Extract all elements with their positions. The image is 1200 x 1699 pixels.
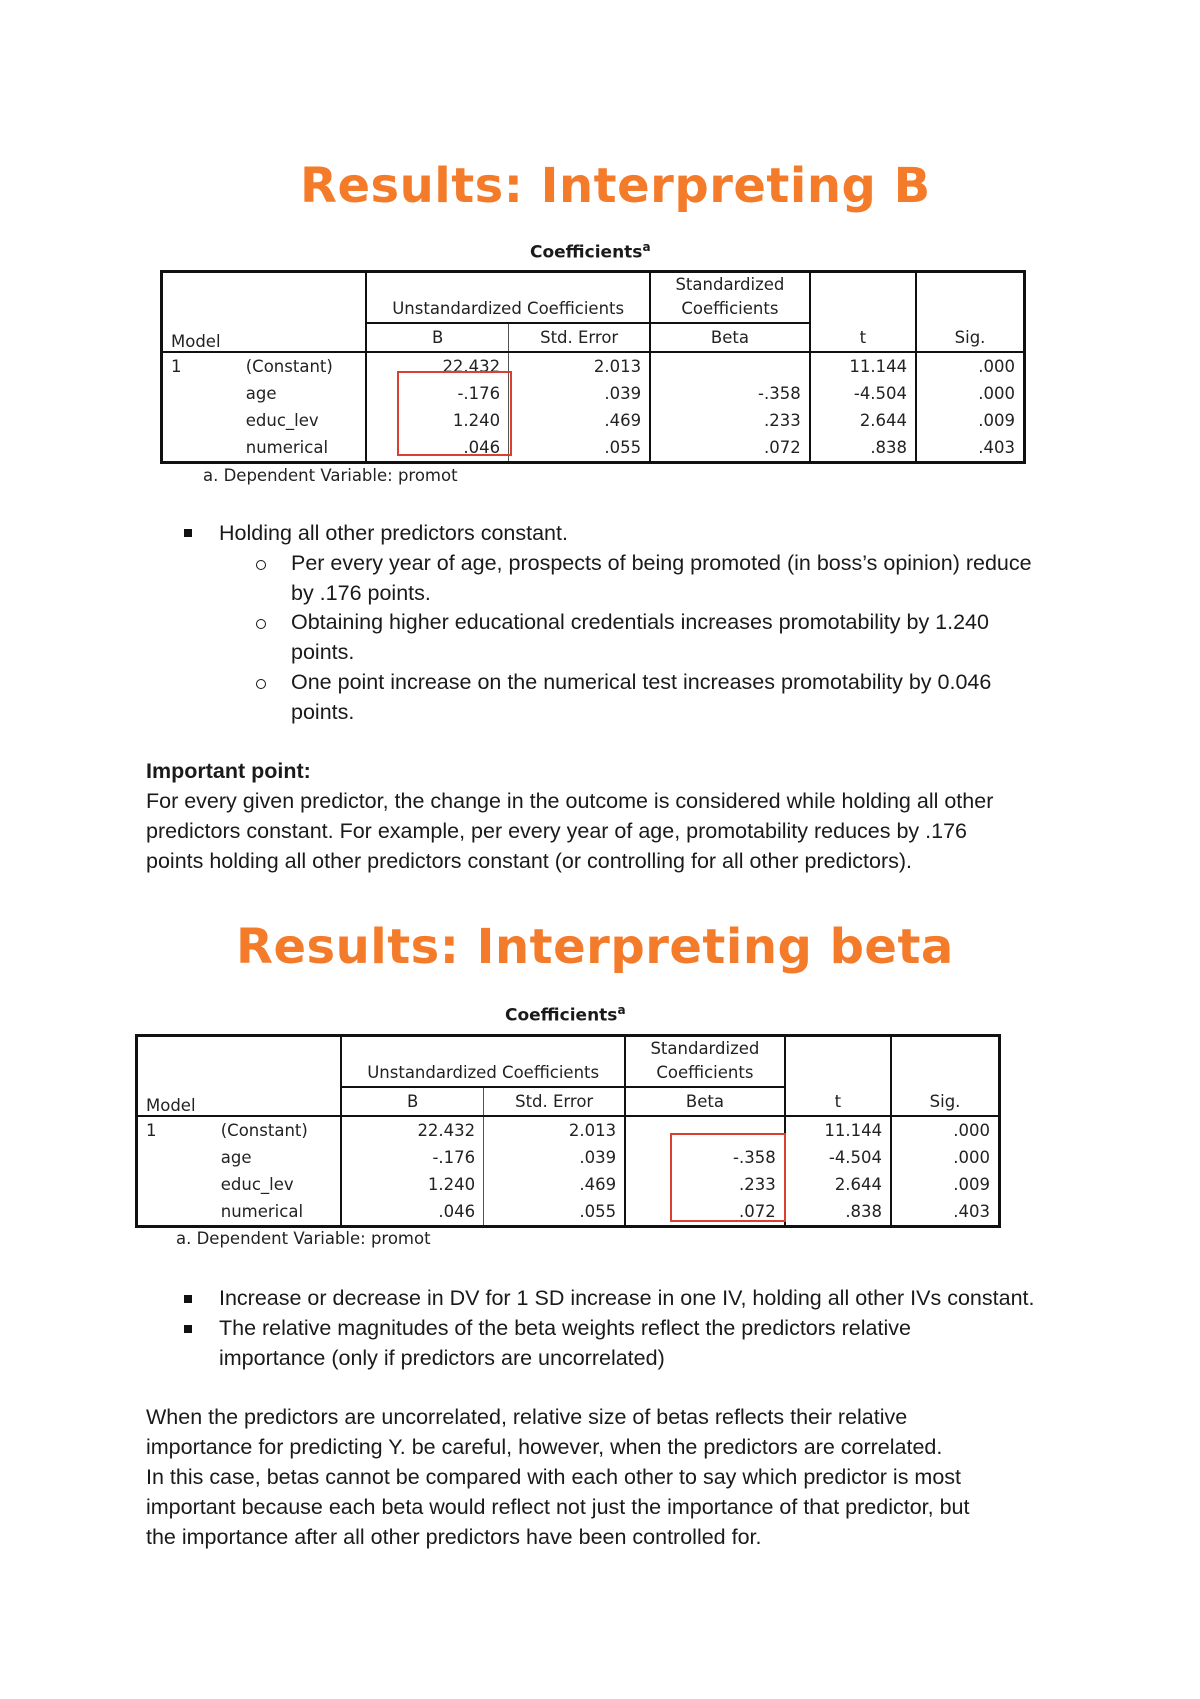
circle-bullet-icon bbox=[256, 560, 266, 570]
paragraph-line: the importance after all other predictors have been controlled for. bbox=[146, 1525, 762, 1549]
cell-b: -.176 bbox=[366, 380, 508, 407]
header-model: Model bbox=[171, 332, 221, 351]
beta-explanation-paragraph bbox=[146, 1402, 969, 1552]
cell-t: -4.504 bbox=[810, 380, 916, 407]
sub-bullet-line: One point increase on the numerical test increases promotability by 0.046 bbox=[291, 670, 992, 694]
important-heading: Important point: bbox=[146, 759, 311, 783]
cell-se: 2.013 bbox=[509, 352, 650, 380]
table2-footnote: a. Dependent Variable: promot bbox=[176, 1229, 431, 1248]
table1-caption bbox=[530, 240, 651, 263]
cell-b: .046 bbox=[341, 1198, 483, 1227]
square-bullet-icon bbox=[184, 1295, 192, 1303]
section1-title: Results: Interpreting B bbox=[300, 158, 931, 214]
bullet-line: importance (only if predictors are uncorrelated) bbox=[219, 1346, 665, 1370]
header-beta: Beta bbox=[650, 323, 810, 352]
circle-bullet-icon bbox=[256, 619, 266, 629]
cell-sig: .009 bbox=[916, 407, 1024, 434]
row-name: numerical bbox=[245, 438, 329, 457]
paragraph-line: When the predictors are uncorrelated, relative size of betas reflects their relative bbox=[146, 1405, 908, 1429]
row-name: educ_lev bbox=[220, 1175, 294, 1194]
sub-bullet-line: by .176 points. bbox=[291, 581, 431, 605]
circle-bullet-icon bbox=[256, 679, 266, 689]
table1-caption-text: Coefficients bbox=[530, 242, 643, 263]
header-unstandardized: Unstandardized Coefficients bbox=[341, 1059, 625, 1087]
sub-bullet-line: points. bbox=[291, 700, 355, 724]
square-bullet-icon bbox=[184, 529, 192, 537]
cell-se: .039 bbox=[484, 1144, 625, 1171]
cell-sig: .000 bbox=[916, 352, 1024, 380]
bullet-beta-magnitude bbox=[219, 1313, 911, 1373]
table1-caption-sup: a bbox=[642, 240, 651, 254]
cell-t: 11.144 bbox=[810, 352, 916, 380]
bullet-beta-definition: Increase or decrease in DV for 1 SD increase in one IV, holding all other IVs constant. bbox=[219, 1286, 1035, 1310]
bullet-holding-constant: Holding all other predictors constant. bbox=[219, 521, 568, 545]
sub-bullet-numerical bbox=[291, 667, 991, 727]
header-beta: Beta bbox=[625, 1087, 785, 1116]
coefficients-table-2 bbox=[135, 1034, 1001, 1228]
sub-bullet-age bbox=[291, 548, 1032, 608]
cell-b: 1.240 bbox=[366, 407, 508, 434]
cell-t: -4.504 bbox=[785, 1144, 891, 1171]
cell-b: 1.240 bbox=[341, 1171, 483, 1198]
cell-sig: .403 bbox=[916, 434, 1024, 463]
cell-se: 2.013 bbox=[484, 1116, 625, 1144]
cell-beta: -.358 bbox=[650, 380, 810, 407]
cell-t: .838 bbox=[810, 434, 916, 463]
header-b: B bbox=[366, 323, 508, 352]
cell-sig: .403 bbox=[891, 1198, 999, 1227]
cell-t: 2.644 bbox=[810, 407, 916, 434]
sub-bullet-line: Obtaining higher educational credentials increases promotability by 1.240 bbox=[291, 610, 989, 634]
header-t: t bbox=[810, 323, 916, 352]
header-standardized-1: Standardized bbox=[650, 272, 810, 296]
table2-caption bbox=[505, 1003, 626, 1026]
header-standardized-2: Coefficients bbox=[650, 295, 810, 323]
header-standardized-2: Coefficients bbox=[625, 1059, 785, 1087]
sub-bullet-education bbox=[291, 607, 989, 667]
header-sig: Sig. bbox=[891, 1087, 999, 1116]
header-b: B bbox=[341, 1087, 483, 1116]
section2-title: Results: Interpreting beta bbox=[236, 919, 954, 975]
square-bullet-icon bbox=[184, 1325, 192, 1333]
paragraph-line: For every given predictor, the change in the outcome is considered while holding all other bbox=[146, 789, 994, 813]
cell-se: .469 bbox=[484, 1171, 625, 1198]
cell-sig: .009 bbox=[891, 1171, 999, 1198]
cell-se: .039 bbox=[509, 380, 650, 407]
table1-footnote: a. Dependent Variable: promot bbox=[203, 466, 458, 485]
cell-beta: .072 bbox=[625, 1198, 785, 1227]
table-row bbox=[162, 434, 1025, 463]
sub-bullet-line: points. bbox=[291, 640, 355, 664]
paragraph-line: importance for predicting Y. be careful, however, when the predictors are correlated. bbox=[146, 1435, 943, 1459]
table-row bbox=[137, 1171, 1000, 1198]
row-name: age bbox=[220, 1148, 252, 1167]
cell-se: .469 bbox=[509, 407, 650, 434]
cell-t: .838 bbox=[785, 1198, 891, 1227]
header-t: t bbox=[785, 1087, 891, 1116]
cell-se: .055 bbox=[509, 434, 650, 463]
row-name: (Constant) bbox=[213, 1116, 341, 1144]
cell-sig: .000 bbox=[891, 1144, 999, 1171]
paragraph-line: important because each beta would reflect not just the importance of that predictor, but bbox=[146, 1495, 970, 1519]
cell-t: 2.644 bbox=[785, 1171, 891, 1198]
cell-b: -.176 bbox=[341, 1144, 483, 1171]
table2-caption-text: Coefficients bbox=[505, 1005, 618, 1026]
paragraph-line: In this case, betas cannot be compared with each other to say which predictor is most bbox=[146, 1465, 962, 1489]
bullet-line: The relative magnitudes of the beta weights reflect the predictors relative bbox=[219, 1316, 911, 1340]
cell-sig: .000 bbox=[891, 1116, 999, 1144]
header-sig: Sig. bbox=[916, 323, 1024, 352]
header-unstandardized: Unstandardized Coefficients bbox=[366, 295, 650, 323]
table-row bbox=[137, 1198, 1000, 1227]
coefficients-table-1 bbox=[160, 270, 1026, 464]
header-std-error: Std. Error bbox=[484, 1087, 625, 1116]
cell-beta: .233 bbox=[650, 407, 810, 434]
header-std-error: Std. Error bbox=[509, 323, 650, 352]
row-name: age bbox=[245, 384, 277, 403]
sub-bullet-line: Per every year of age, prospects of being promoted (in boss’s opinion) reduce bbox=[291, 551, 1032, 575]
header-model: Model bbox=[146, 1096, 196, 1115]
important-point-block bbox=[146, 756, 993, 876]
paragraph-line: points holding all other predictors constant (or controlling for all other predictors). bbox=[146, 849, 913, 873]
header-standardized-1: Standardized bbox=[625, 1036, 785, 1060]
cell-b: .046 bbox=[366, 434, 508, 463]
table2-caption-sup: a bbox=[617, 1003, 626, 1017]
row-name: numerical bbox=[220, 1202, 304, 1221]
cell-beta: .072 bbox=[650, 434, 810, 463]
model-number: 1 bbox=[162, 352, 238, 380]
table-row bbox=[162, 352, 1025, 380]
cell-se: .055 bbox=[484, 1198, 625, 1227]
cell-sig: .000 bbox=[916, 380, 1024, 407]
table-row bbox=[137, 1144, 1000, 1171]
paragraph-line: predictors constant. For example, per every year of age, promotability reduces by .176 bbox=[146, 819, 967, 843]
cell-b: 22.432 bbox=[366, 352, 508, 380]
cell-b: 22.432 bbox=[341, 1116, 483, 1144]
cell-beta: .233 bbox=[625, 1171, 785, 1198]
table-row bbox=[162, 407, 1025, 434]
cell-beta: -.358 bbox=[625, 1144, 785, 1171]
table-row bbox=[137, 1116, 1000, 1144]
row-name: (Constant) bbox=[238, 352, 366, 380]
row-name: educ_lev bbox=[245, 411, 319, 430]
table-row bbox=[162, 380, 1025, 407]
model-number: 1 bbox=[137, 1116, 213, 1144]
cell-beta bbox=[650, 352, 810, 380]
cell-beta bbox=[625, 1116, 785, 1144]
cell-t: 11.144 bbox=[785, 1116, 891, 1144]
